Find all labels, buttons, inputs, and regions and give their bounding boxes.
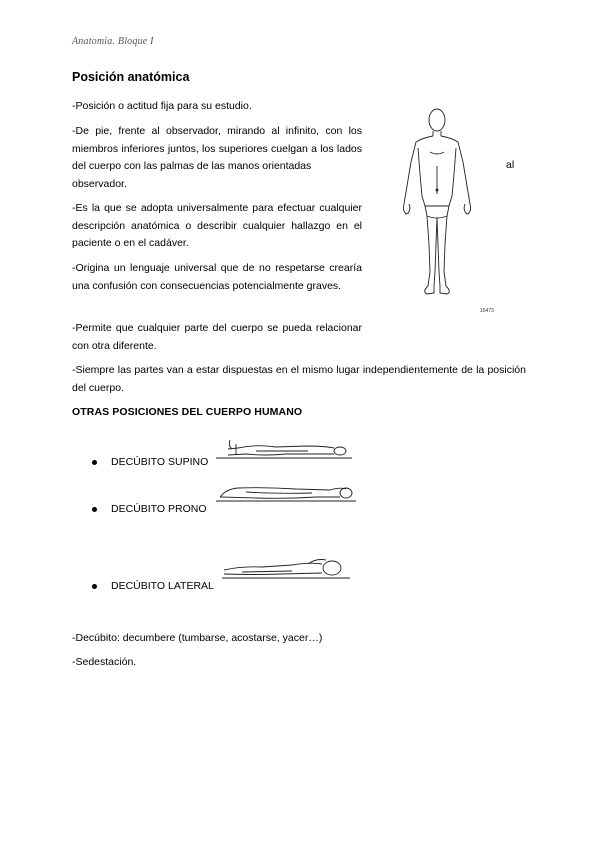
- note-decubito: -Decúbito: decumbere (tumbarse, acostarse, yacer…): [72, 632, 323, 644]
- bullet-icon: [92, 584, 97, 589]
- list-item-lateral: [92, 580, 214, 592]
- paragraph-2-end: observador.: [72, 177, 127, 190]
- list-item-supine: [92, 456, 208, 468]
- paragraph-1: -Posición o actitud fija para su estudio.: [72, 100, 252, 112]
- position-label: DECÚBITO LATERAL: [111, 580, 214, 592]
- paragraph-2: [72, 123, 362, 193]
- page-header: Anatomia. Bloque I: [72, 36, 154, 47]
- paragraph-2-text: -De pie, frente al observador, mirando al infinito, con los miembros inferiores juntos, los superiores cuelgan a los lados del cuerpo con las palmas de las manos orientadas: [72, 125, 362, 172]
- position-label: DECÚBITO PRONO: [111, 503, 207, 515]
- lateral-figure-icon: [222, 556, 354, 582]
- page-title: Posición anatómica: [72, 70, 190, 84]
- note-sedestacion: -Sedestación.: [72, 656, 137, 668]
- section-title: OTRAS POSICIONES DEL CUERPO HUMANO: [72, 406, 303, 418]
- supine-figure-icon: [216, 436, 352, 462]
- paragraph-2-al: al: [506, 159, 515, 171]
- prone-figure-icon: [216, 481, 356, 503]
- position-label: DECÚBITO SUPINO: [111, 456, 209, 468]
- bullet-icon: [92, 460, 97, 465]
- figure-label: 15473: [480, 308, 494, 314]
- paragraph-4: -Origina un lenguaje universal que de no respetarse crearía una confusión con consecuencias potencialmente graves.: [72, 262, 362, 292]
- paragraph-5: -Permite que cualquier parte del cuerpo se pueda relacionar con otra diferente.: [72, 322, 362, 352]
- paragraph-3: -Es la que se adopta universalmente para efectuar cualquier descripción anatómica o describir cualquier hallazgo en el paciente o en el cadáver.: [72, 202, 362, 249]
- anatomical-position-figure-icon: [392, 104, 482, 300]
- bullet-icon: [92, 507, 97, 512]
- list-item-prone: [92, 503, 206, 515]
- paragraph-6: -Siempre las partes van a estar dispuestas en el mismo lugar independientemente de la posición del cuerpo.: [72, 364, 526, 394]
